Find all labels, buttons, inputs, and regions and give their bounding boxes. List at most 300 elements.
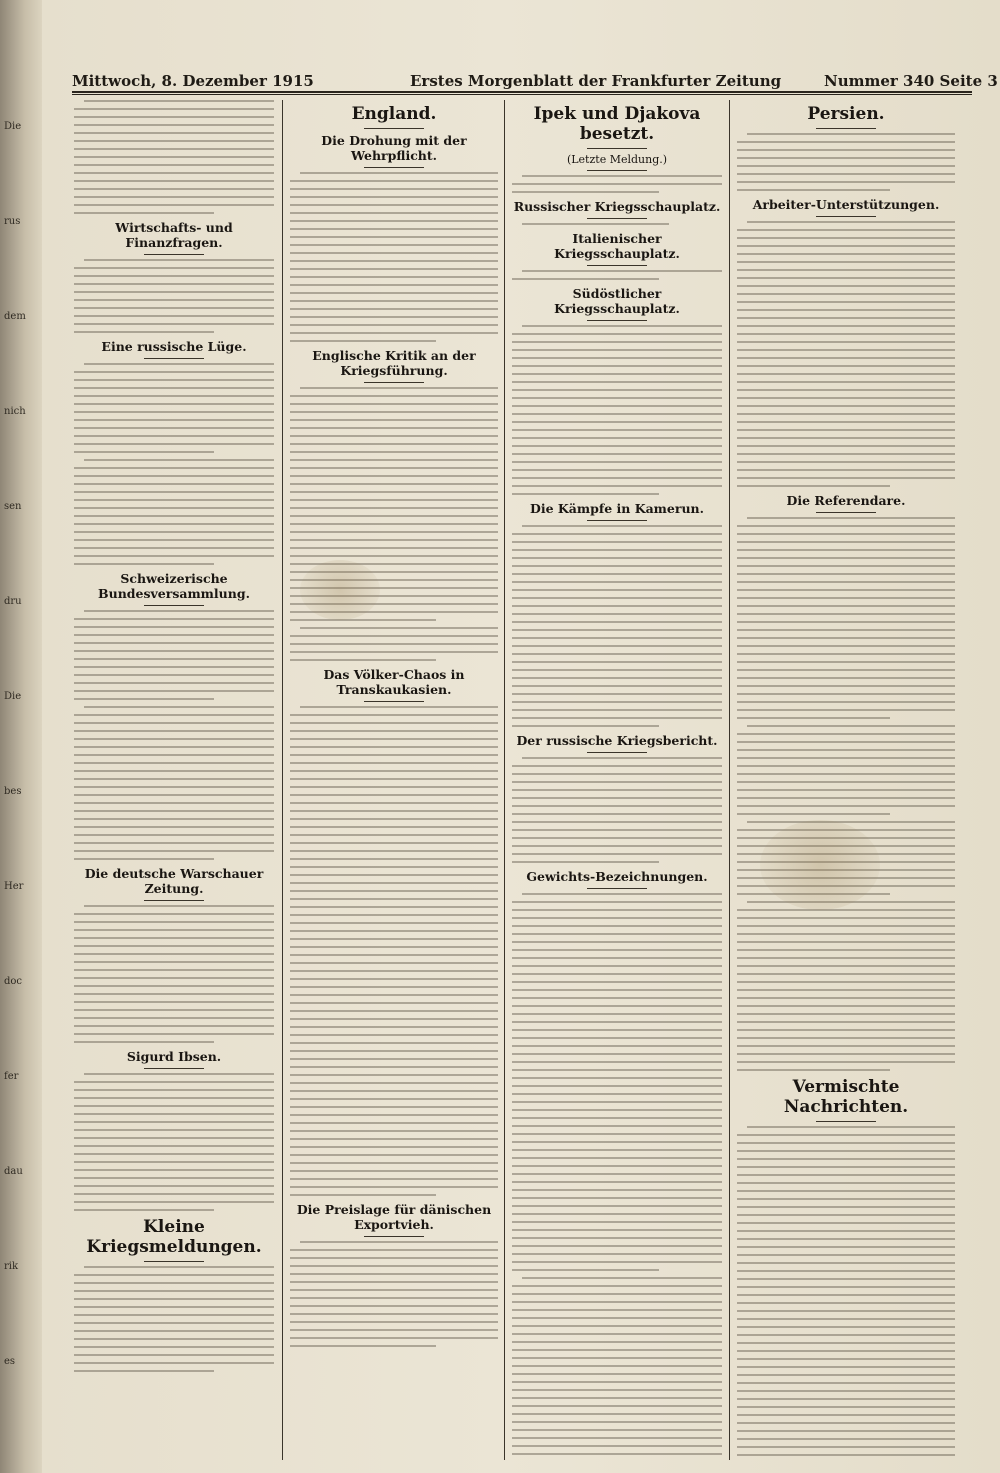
- text-line: [290, 403, 498, 405]
- text-line: [737, 1021, 955, 1023]
- text-line: [737, 453, 955, 455]
- text-line: [737, 381, 955, 383]
- text-line: [74, 794, 274, 796]
- text-line: [737, 165, 955, 167]
- text-line: [737, 741, 955, 743]
- text-line: [737, 1334, 955, 1336]
- text-line: [737, 293, 955, 295]
- text-line: [290, 1257, 498, 1259]
- text-line: [737, 1150, 955, 1152]
- text-line: [737, 989, 955, 991]
- text-line: [290, 300, 498, 302]
- text-line: [290, 978, 498, 980]
- text-line: [74, 786, 274, 788]
- text-line: [512, 493, 659, 495]
- text-line: [737, 1174, 955, 1176]
- text-line: [290, 1281, 498, 1283]
- text-line: [300, 172, 498, 174]
- text-line: [290, 236, 498, 238]
- article-paragraph: [512, 757, 722, 863]
- text-line: [74, 969, 274, 971]
- text-line: [290, 308, 498, 310]
- text-line: [737, 669, 955, 671]
- text-line: [737, 925, 955, 927]
- text-line: [512, 341, 722, 343]
- text-line: [74, 1177, 274, 1179]
- adjacent-page-edge: [0, 0, 42, 1473]
- section-headline: Wirtschafts- und Finanzfragen.: [115, 220, 233, 250]
- text-line: [74, 539, 274, 541]
- text-line: [290, 459, 498, 461]
- text-line: [737, 797, 955, 799]
- text-line: [512, 1125, 722, 1127]
- text-line: [512, 725, 659, 727]
- text-line: [737, 1310, 955, 1312]
- text-line: [74, 411, 274, 413]
- text-line: [737, 469, 955, 471]
- text-line: [74, 1282, 274, 1284]
- text-line: [512, 797, 722, 799]
- section-headline: (Letzte Meldung.): [566, 153, 668, 166]
- text-line: [290, 1186, 498, 1188]
- text-line: [737, 573, 955, 575]
- text-line: [74, 491, 274, 493]
- text-line: [74, 180, 274, 182]
- text-line: [737, 429, 955, 431]
- text-line: [737, 1190, 955, 1192]
- text-line: [512, 597, 722, 599]
- text-line: [737, 957, 955, 959]
- column-divider: [729, 100, 730, 1460]
- text-line: [290, 491, 498, 493]
- text-line: [737, 1182, 955, 1184]
- text-line: [74, 842, 274, 844]
- text-line: [512, 1437, 722, 1439]
- text-line: [74, 443, 274, 445]
- text-line: [290, 874, 498, 876]
- text-line: [737, 781, 955, 783]
- text-line: [74, 523, 274, 525]
- text-line: [290, 962, 498, 964]
- text-line: [290, 1337, 498, 1339]
- text-line: [74, 1346, 274, 1348]
- text-line: [512, 861, 659, 863]
- column-3: [512, 100, 722, 1460]
- text-line: [290, 451, 498, 453]
- section-headline: Ipek und Djakova besetzt.: [533, 104, 701, 144]
- text-line: [74, 810, 274, 812]
- text-line: [737, 389, 955, 391]
- text-line: [737, 1254, 955, 1256]
- text-line: [290, 842, 498, 844]
- text-line: [512, 693, 722, 695]
- text-line: [512, 589, 722, 591]
- text-line: [290, 810, 498, 812]
- text-line: [74, 1338, 274, 1340]
- text-line: [512, 933, 722, 935]
- text-line: [74, 531, 274, 533]
- text-line: [74, 658, 274, 660]
- text-line: [290, 954, 498, 956]
- text-line: [512, 677, 722, 679]
- text-line: [512, 1117, 722, 1119]
- text-line: [290, 443, 498, 445]
- text-line: [74, 395, 274, 397]
- text-line: [747, 221, 955, 223]
- article-paragraph: [512, 270, 722, 280]
- text-line: [512, 621, 722, 623]
- text-line: [74, 1274, 274, 1276]
- text-line: [74, 283, 274, 285]
- text-line: [737, 485, 890, 487]
- text-line: [512, 1269, 659, 1271]
- headline-rule: [587, 888, 647, 889]
- article-paragraph: [290, 1241, 498, 1347]
- text-line: [290, 1162, 498, 1164]
- text-line: [512, 845, 722, 847]
- text-line: [737, 309, 955, 311]
- text-line: [74, 1145, 274, 1147]
- text-line: [74, 1113, 274, 1115]
- text-line: [74, 212, 214, 214]
- text-line: [290, 659, 436, 661]
- text-line: [512, 333, 722, 335]
- text-line: [512, 1101, 722, 1103]
- text-line: [737, 533, 955, 535]
- paper-stain: [300, 560, 380, 620]
- text-line: [290, 539, 498, 541]
- masthead-rule: [72, 91, 972, 93]
- text-line: [737, 445, 955, 447]
- text-line: [290, 340, 436, 342]
- text-line: [290, 1154, 498, 1156]
- text-line: [737, 917, 955, 919]
- text-line: [300, 387, 498, 389]
- text-line: [290, 411, 498, 413]
- text-line: [74, 451, 214, 453]
- text-line: [290, 427, 498, 429]
- text-line: [290, 555, 498, 557]
- text-line: [512, 989, 722, 991]
- text-line: [290, 635, 498, 637]
- article-paragraph: [512, 325, 722, 495]
- text-line: [737, 1142, 955, 1144]
- text-line: [512, 1021, 722, 1023]
- text-line: [290, 643, 498, 645]
- text-line: [84, 1073, 274, 1075]
- text-line: [74, 299, 274, 301]
- text-line: [290, 994, 498, 996]
- text-line: [290, 260, 498, 262]
- text-line: [290, 507, 498, 509]
- spine-fragment: sen: [4, 501, 22, 512]
- text-line: [74, 682, 274, 684]
- text-line: [522, 525, 722, 527]
- text-line: [74, 1209, 214, 1211]
- text-line: [737, 365, 955, 367]
- text-line: [290, 252, 498, 254]
- headline-rule: [364, 1236, 424, 1237]
- section-headline: Gewichts-Bezeichnungen.: [526, 869, 708, 884]
- text-line: [737, 581, 955, 583]
- headline-rule: [364, 382, 424, 383]
- section-headline: Russischer Kriegsschauplatz.: [513, 199, 721, 214]
- text-line: [737, 981, 955, 983]
- text-line: [74, 985, 274, 987]
- text-line: [74, 634, 274, 636]
- article-paragraph: [290, 172, 498, 342]
- text-line: [290, 738, 498, 740]
- headline-rule: [816, 128, 876, 129]
- text-line: [74, 1290, 274, 1292]
- text-line: [512, 413, 722, 415]
- text-line: [290, 220, 498, 222]
- text-line: [74, 164, 274, 166]
- section-headline: Die Referendare.: [786, 493, 906, 508]
- text-line: [512, 1061, 722, 1063]
- text-line: [737, 397, 955, 399]
- text-line: [737, 341, 955, 343]
- headline-rule: [587, 265, 647, 266]
- text-line: [737, 237, 955, 239]
- text-line: [290, 746, 498, 748]
- spine-fragment: es: [4, 1356, 16, 1367]
- text-line: [74, 961, 274, 963]
- text-line: [74, 690, 274, 692]
- article-paragraph: [74, 1073, 274, 1211]
- text-line: [74, 762, 274, 764]
- text-line: [737, 941, 955, 943]
- text-line: [290, 1018, 498, 1020]
- text-line: [737, 677, 955, 679]
- text-line: [290, 770, 498, 772]
- text-line: [74, 1105, 274, 1107]
- text-line: [512, 1421, 722, 1423]
- text-line: [512, 1109, 722, 1111]
- spine-fragment: Die: [4, 691, 22, 702]
- text-line: [290, 284, 498, 286]
- text-line: [74, 754, 274, 756]
- text-line: [290, 1074, 498, 1076]
- text-line: [290, 730, 498, 732]
- text-line: [74, 1314, 274, 1316]
- text-line: [290, 762, 498, 764]
- text-line: [512, 613, 722, 615]
- text-line: [737, 1294, 955, 1296]
- text-line: [737, 1406, 955, 1408]
- text-line: [74, 1193, 274, 1195]
- text-line: [512, 1221, 722, 1223]
- text-line: [737, 621, 955, 623]
- text-line: [512, 429, 722, 431]
- text-line: [737, 717, 890, 719]
- text-line: [512, 573, 722, 575]
- text-line: [290, 1178, 498, 1180]
- text-line: [290, 914, 498, 916]
- text-line: [512, 533, 722, 535]
- text-line: [737, 773, 955, 775]
- text-line: [290, 483, 498, 485]
- text-line: [290, 1249, 498, 1251]
- text-line: [737, 589, 955, 591]
- text-line: [512, 1149, 722, 1151]
- text-line: [290, 1138, 498, 1140]
- text-line: [512, 1365, 722, 1367]
- text-line: [290, 499, 498, 501]
- text-line: [74, 666, 274, 668]
- text-line: [74, 977, 274, 979]
- headline-rule: [816, 1121, 876, 1122]
- article-paragraph: [737, 517, 955, 719]
- text-line: [737, 1342, 955, 1344]
- headline-rule: [144, 1261, 204, 1262]
- text-line: [74, 850, 274, 852]
- text-line: [512, 917, 722, 919]
- text-line: [737, 325, 955, 327]
- text-line: [290, 1082, 498, 1084]
- text-line: [74, 674, 274, 676]
- article-paragraph: [512, 175, 722, 193]
- text-line: [737, 421, 955, 423]
- text-line: [512, 191, 659, 193]
- text-line: [512, 773, 722, 775]
- text-line: [512, 629, 722, 631]
- text-line: [290, 188, 498, 190]
- text-line: [512, 1181, 722, 1183]
- text-line: [512, 965, 722, 967]
- text-line: [290, 435, 498, 437]
- column-2: [290, 100, 498, 1460]
- text-line: [290, 619, 436, 621]
- text-line: [74, 555, 274, 557]
- article-paragraph: [737, 725, 955, 815]
- text-line: [290, 523, 498, 525]
- text-line: [737, 909, 955, 911]
- text-line: [512, 1077, 722, 1079]
- text-line: [74, 323, 274, 325]
- text-line: [290, 1146, 498, 1148]
- column-divider: [504, 100, 505, 1460]
- text-line: [737, 597, 955, 599]
- text-line: [747, 821, 955, 823]
- text-line: [74, 387, 274, 389]
- text-line: [512, 1253, 722, 1255]
- section-headline: Das Völker-Chaos in Transkaukasien.: [323, 667, 465, 697]
- text-line: [512, 717, 722, 719]
- headline-rule: [364, 701, 424, 702]
- text-line: [512, 981, 722, 983]
- spine-fragment: Her: [4, 881, 24, 892]
- text-line: [737, 1438, 955, 1440]
- section-headline: Persien.: [807, 104, 885, 124]
- text-line: [737, 973, 955, 975]
- text-line: [290, 268, 498, 270]
- text-line: [512, 789, 722, 791]
- text-line: [74, 315, 274, 317]
- headline-rule: [816, 216, 876, 217]
- text-line: [737, 1206, 955, 1208]
- text-line: [512, 1373, 722, 1375]
- text-line: [512, 453, 722, 455]
- text-line: [74, 1362, 274, 1364]
- text-line: [737, 357, 955, 359]
- text-line: [290, 1297, 498, 1299]
- text-line: [74, 419, 274, 421]
- section-headline: Italienischer Kriegsschauplatz.: [554, 231, 680, 261]
- text-line: [84, 610, 274, 612]
- text-line: [290, 946, 498, 948]
- article-paragraph: [512, 893, 722, 1271]
- text-line: [512, 549, 722, 551]
- text-line: [512, 997, 722, 999]
- text-line: [512, 661, 722, 663]
- text-line: [74, 1370, 214, 1372]
- section-headline: Der russische Kriegsbericht.: [516, 733, 718, 748]
- text-line: [290, 1098, 498, 1100]
- section-headline: Englische Kritik an der Kriegsführung.: [312, 348, 476, 378]
- section-headline: Südöstlicher Kriegsschauplatz.: [554, 286, 680, 316]
- text-line: [74, 746, 274, 748]
- text-line: [290, 1305, 498, 1307]
- text-line: [512, 581, 722, 583]
- text-line: [747, 517, 955, 519]
- text-line: [290, 714, 498, 716]
- headline-rule: [144, 900, 204, 901]
- text-line: [512, 461, 722, 463]
- text-line: [74, 913, 274, 915]
- text-line: [737, 1029, 955, 1031]
- text-line: [737, 733, 955, 735]
- article-paragraph: [512, 1277, 722, 1460]
- text-line: [300, 627, 498, 629]
- text-line: [74, 435, 274, 437]
- text-line: [74, 124, 274, 126]
- text-line: [74, 1330, 274, 1332]
- text-line: [737, 1286, 955, 1288]
- text-line: [290, 1265, 498, 1267]
- text-line: [512, 278, 659, 280]
- text-line: [737, 373, 955, 375]
- text-line: [737, 997, 955, 999]
- text-line: [737, 789, 955, 791]
- text-line: [290, 292, 498, 294]
- text-line: [512, 637, 722, 639]
- text-line: [290, 970, 498, 972]
- text-line: [74, 945, 274, 947]
- article-paragraph: [290, 627, 498, 661]
- text-line: [290, 1058, 498, 1060]
- text-line: [737, 1366, 955, 1368]
- text-line: [737, 709, 955, 711]
- text-line: [737, 1374, 955, 1376]
- text-line: [290, 1289, 498, 1291]
- text-line: [290, 180, 498, 182]
- article-paragraph: [74, 610, 274, 700]
- text-line: [512, 1157, 722, 1159]
- text-line: [512, 1325, 722, 1327]
- text-line: [74, 1137, 274, 1139]
- text-line: [74, 267, 274, 269]
- text-line: [74, 467, 274, 469]
- article-paragraph: [74, 259, 274, 333]
- spine-fragment: dau: [4, 1166, 23, 1177]
- text-line: [290, 212, 498, 214]
- text-line: [300, 706, 498, 708]
- text-line: [512, 901, 722, 903]
- text-line: [290, 1114, 498, 1116]
- text-line: [737, 1246, 955, 1248]
- text-line: [290, 1273, 498, 1275]
